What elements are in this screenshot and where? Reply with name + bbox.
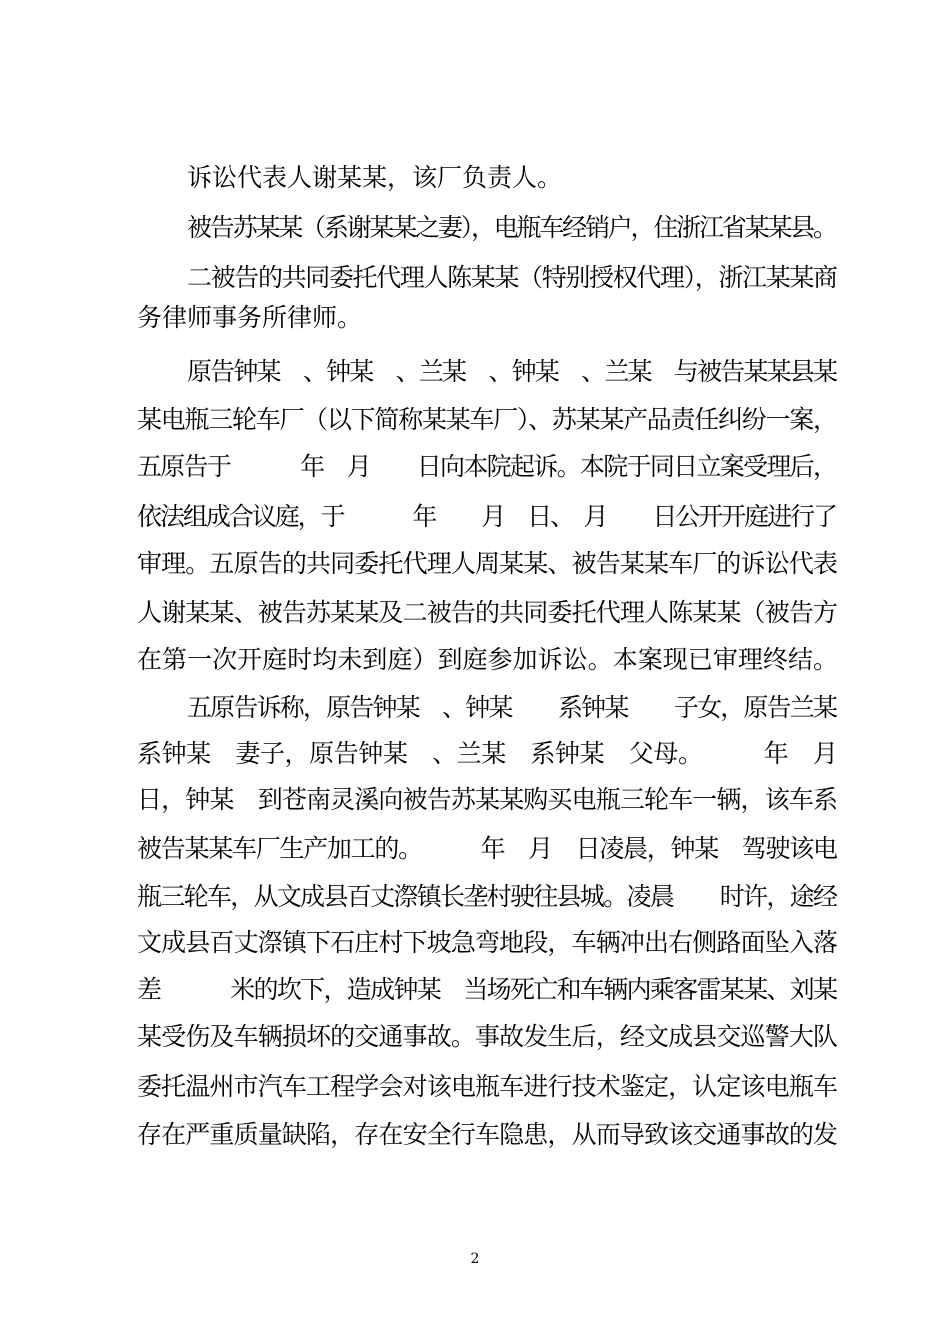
text-line: 被告某某车厂生产加工的。 年 月 日凌晨，钟某 驾驶该电 [137, 834, 837, 863]
text-line: 文成县百丈漈镇下石庄村下坡急弯地段，车辆冲出右侧路面坠入落 [137, 928, 838, 957]
text-line: 原告钟某 、钟某 、兰某 、钟某 、兰某 与被告某某县某 [187, 357, 837, 386]
text-line: 日，钟某 到苍南灵溪向被告苏某某购买电瓶三轮车一辆，该车系 [137, 785, 838, 814]
text-line: 系钟某 妻子，原告钟某 、兰某 系钟某 父母。 年 月 [137, 739, 838, 768]
text-line: 委托温州市汽车工程学会对该电瓶车进行技术鉴定，认定该电瓶车 [137, 1072, 838, 1101]
text-line: 五原告诉称，原告钟某 、钟某 系钟某 子女，原告兰某 [187, 693, 837, 722]
text-line: 诉讼代表人谢某某，该厂负责人。 [187, 163, 563, 192]
text-line: 二被告的共同委托代理人陈某某（特别授权代理），浙江某某商 [187, 263, 837, 292]
text-line: 差 米的坎下，造成钟某 当场死亡和车辆内乘客雷某某、刘某 [137, 975, 837, 1004]
text-line: 存在严重质量缺陷，存在安全行车隐患，从而导致该交通事故的发 [137, 1120, 838, 1149]
text-line: 在第一次开庭时均未到庭）到庭参加诉讼。本案现已审理终结。 [137, 645, 839, 674]
text-line: 某受伤及车辆损坏的交通事故。事故发生后，经文成县交巡警大队 [137, 1022, 838, 1051]
text-line: 某电瓶三轮车厂（以下简称某某车厂）、苏某某产品责任纠纷一案， [137, 405, 837, 434]
text-line: 五原告于 年 月 日向本院起诉。本院于同日立案受理后， [137, 452, 837, 481]
page-number: 2 [470, 1251, 480, 1267]
text-line: 人谢某某、被告苏某某及二被告的共同委托代理人陈某某（被告方 [137, 598, 838, 627]
text-line: 被告苏某某（系谢某某之妻），电瓶车经销户，住浙江省某某县。 [187, 213, 836, 242]
text-line: 务律师事务所律师。 [137, 303, 363, 332]
text-line: 依法组成合议庭，于 年 月 日、 月 日公开开庭进行了 [137, 502, 836, 531]
text-line: 瓶三轮车，从文成县百丈漈镇长垄村驶往县城。凌晨 时许，途经 [137, 882, 837, 911]
text-line: 审理。五原告的共同委托代理人周某某、被告某某车厂的诉讼代表 [137, 549, 838, 578]
